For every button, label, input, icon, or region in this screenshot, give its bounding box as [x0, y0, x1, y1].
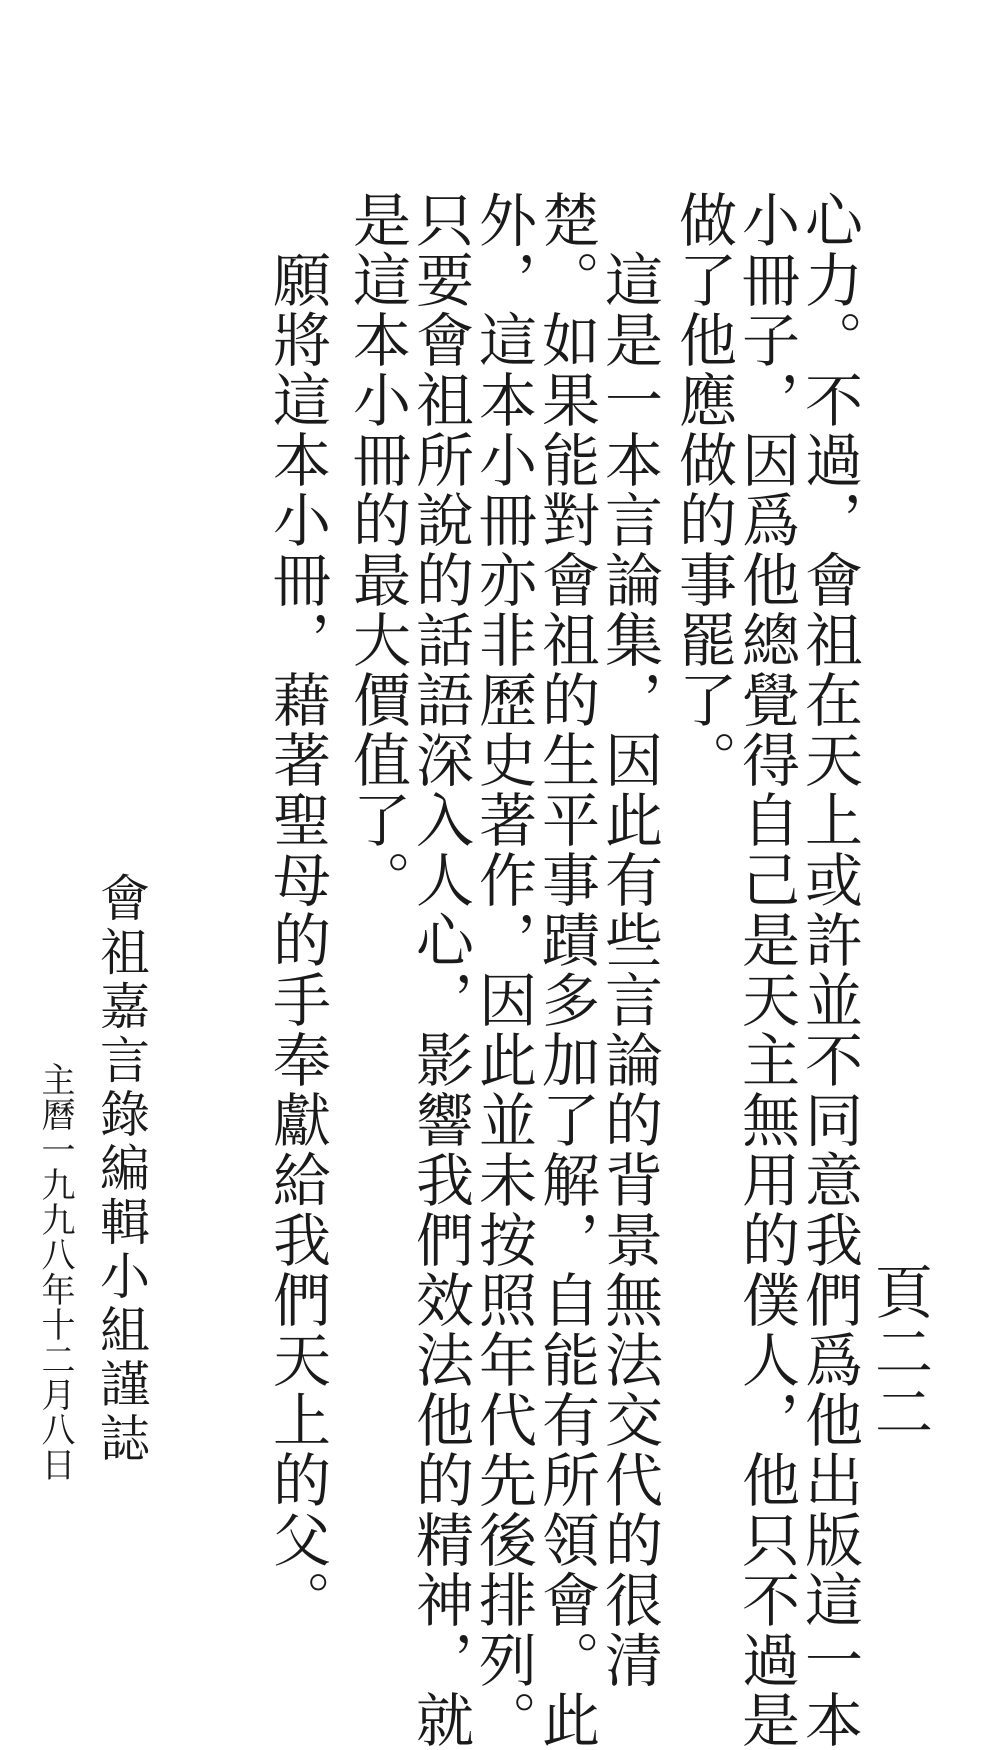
paragraph-1-line-2: 小冊子，因爲他總覺得自己是天主無用的僕人，他只不過是 [732, 190, 800, 1750]
page-number: 頁二二 [865, 1262, 933, 1442]
paragraph-2-line-2: 楚。如果能對會祖的生平事蹟多加了解，自能有所領會。此 [532, 190, 600, 1750]
paragraph-1-line-1: 心力。不過，會祖在天上或許並不同意我們爲他出版這一本 [795, 190, 863, 1750]
paragraph-2-line-5: 是這本小冊的最大價值了。 [343, 190, 411, 910]
signature: 會祖嘉言錄編輯小組謹誌 [92, 872, 150, 1466]
paragraph-2-line-1: 這是一本言論集，因此有些言論的背景無法交代的很清 [595, 190, 663, 1690]
paragraph-1-line-3: 做了他應做的事罷了。 [669, 190, 737, 790]
date: 主曆一九九八年十二月八日 [35, 1062, 75, 1482]
paragraph-2-line-4: 只要會祖所說的話語深入人心，影響我們效法他的精神，就 [406, 190, 474, 1750]
paragraph-3-line-1: 願將這本小冊，藉著聖母的手奉獻給我們天上的父。 [263, 190, 331, 1630]
paragraph-2-line-3: 外，這本小冊亦非歷史著作，因此並未按照年代先後排列。 [469, 190, 537, 1750]
